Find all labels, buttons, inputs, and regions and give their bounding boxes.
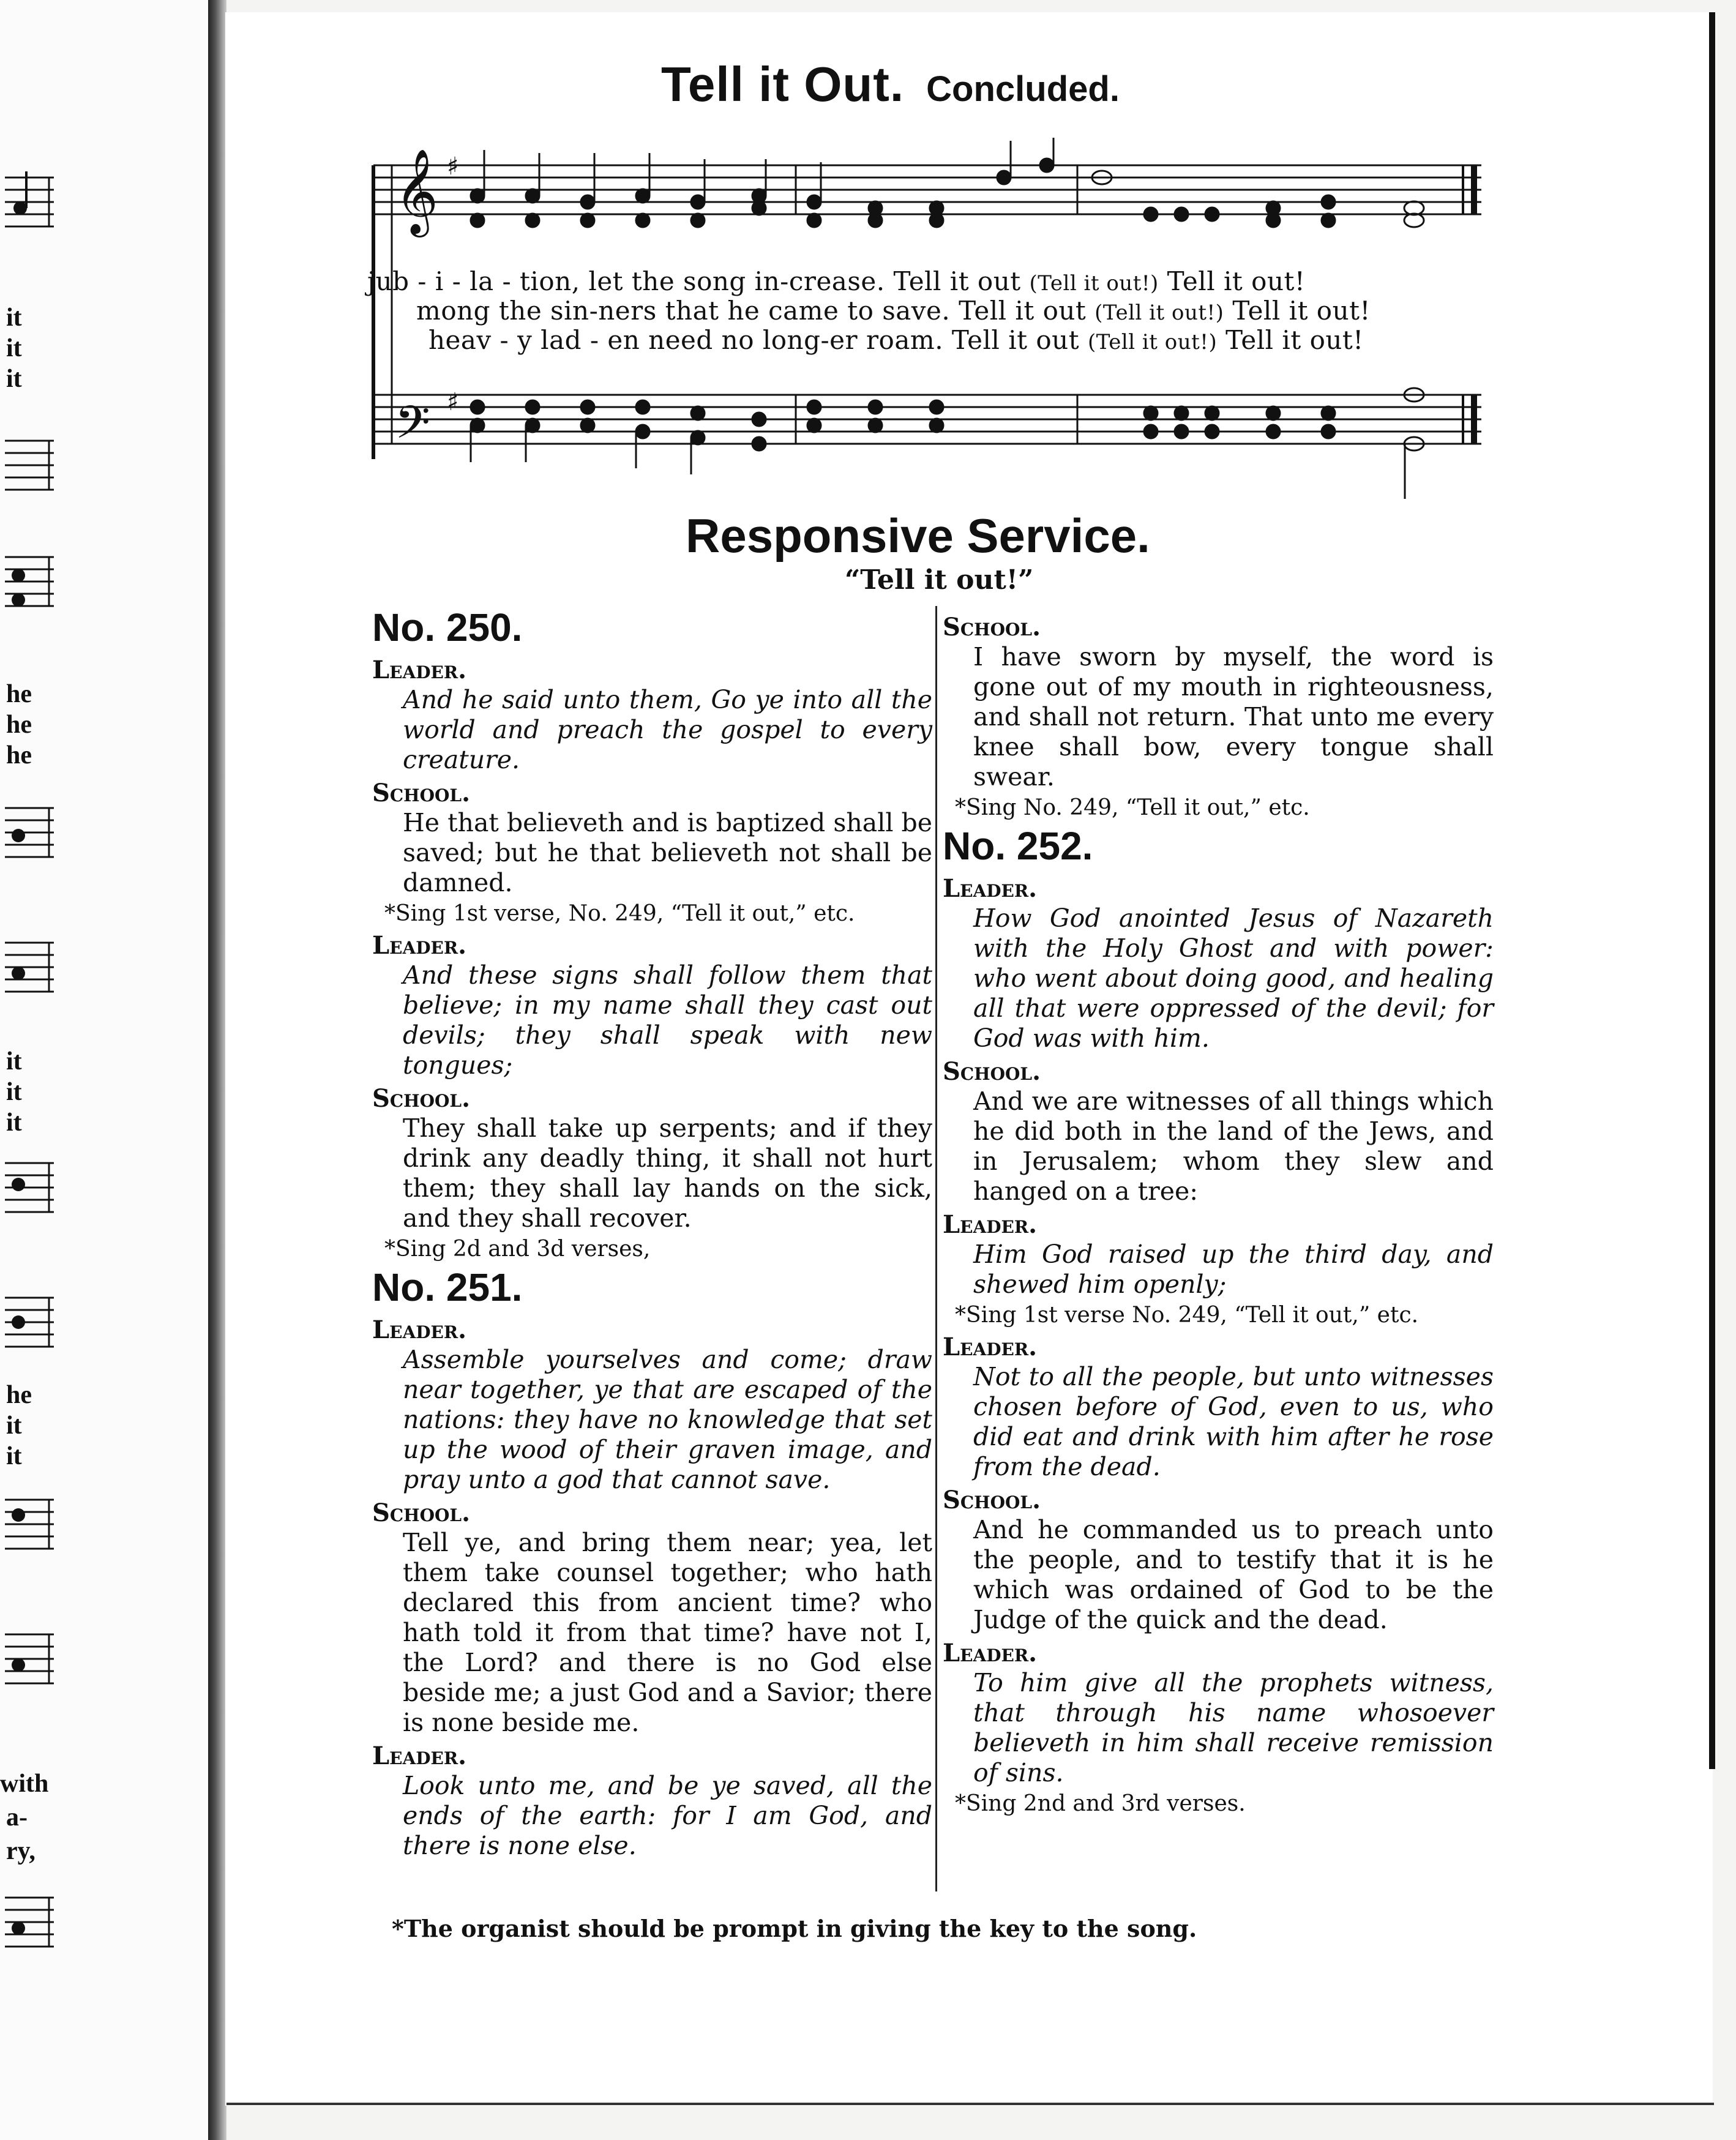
sing-instruction: *Sing 2nd and 3rd verses. — [955, 1791, 1246, 1816]
music-fragment — [5, 1292, 54, 1359]
lyric-echo: (Tell it out!) — [1087, 330, 1218, 354]
role-label: Leader. — [943, 874, 1038, 903]
role-label: Leader. — [372, 1315, 467, 1344]
svg-text:♯: ♯ — [447, 152, 459, 181]
left-fragment: it — [6, 1442, 22, 1470]
service-title: Responsive Service. — [686, 509, 1150, 563]
song-title — [661, 56, 1212, 124]
service-subtitle: “Tell it out!” — [845, 564, 1034, 596]
reading-number: No. 251. — [372, 1265, 523, 1309]
song-title-concluded: Concluded. — [926, 69, 1120, 109]
school-text: I have sworn by myself, the word is gone out of my mouth in righteousness, and shall not return. That unto me every knee shall bow, every tongue shall swear. — [973, 642, 1494, 791]
lyric-text: mong the sin-ners that he came to save. Tell it out — [416, 296, 1087, 326]
lyric-end: Tell it out! — [1167, 266, 1306, 296]
school-text: They shall take up serpents; and if they drink any deadly thing, it shall not hurt them; they shall lay hands on the sick, and they shall recover. — [403, 1113, 932, 1233]
lyric-end: Tell it out! — [1232, 296, 1371, 326]
sing-instruction: *Sing No. 249, “Tell it out,” etc. — [955, 795, 1310, 820]
lyric-line — [428, 325, 1364, 355]
school-text: Tell ye, and bring them near; yea, let them take counsel together; who hath declared this from ancient time? who hath told it from that time? have not I, the Lord? and there is no God else beside me; a just God and a Savior; there is none beside me. — [403, 1528, 932, 1737]
role-label: School. — [372, 1084, 471, 1113]
music-fragment — [5, 937, 54, 1004]
right-column — [943, 609, 1494, 1817]
svg-text:𝄢: 𝄢 — [395, 396, 430, 460]
school-text: And he commanded us to preach unto the people, and to testify that it is he which was ordained of God to be the Judge of the quick and the dead. — [973, 1515, 1494, 1634]
music-fragment — [5, 171, 54, 239]
role-label: School. — [943, 613, 1041, 642]
music-fragment — [5, 802, 54, 869]
left-fragment: it — [6, 1078, 22, 1106]
leader-text: Him God raised up the third day, and shewed him openly; — [973, 1240, 1494, 1299]
page-edge — [1709, 12, 1715, 1769]
music-fragment — [5, 1891, 54, 1959]
role-label: School. — [943, 1057, 1041, 1086]
footnote: *The organist should be prompt in giving the key to the song. — [392, 1915, 1197, 1942]
svg-text:𝄞: 𝄞 — [395, 149, 438, 234]
lyric-line — [367, 266, 1305, 296]
column-divider — [935, 606, 937, 1891]
left-fragment: he — [6, 711, 32, 739]
lyric-text: jub - i - la - tion, let the song in-crease. Tell it out — [367, 266, 1021, 296]
sing-instruction: *Sing 1st verse No. 249, “Tell it out,” etc. — [955, 1303, 1419, 1328]
leader-text: Assemble yourselves and come; draw near together, ye that are escaped of the nations: they have no knowledge that set up the wood of their graven image, and pray unto a god that cannot save. — [403, 1345, 932, 1494]
school-text: And we are witnesses of all things which he did both in the land of the Jews, and in Jerusalem; whom they slew and hanged on a tree: — [973, 1087, 1494, 1206]
sing-instruction: *Sing 1st verse, No. 249, “Tell it out,” etc. — [384, 901, 855, 926]
role-label: Leader. — [943, 1639, 1038, 1667]
sing-instruction: *Sing 2d and 3d verses, — [384, 1236, 651, 1262]
left-fragment: it — [6, 1412, 22, 1440]
lyric-echo: (Tell it out!) — [1029, 271, 1159, 296]
role-label: Leader. — [372, 656, 467, 684]
left-page-edge — [0, 0, 213, 2140]
reading-number: No. 252. — [943, 824, 1093, 868]
left-fragment: it — [6, 1047, 22, 1076]
role-label: Leader. — [943, 1210, 1038, 1239]
music-fragment — [5, 435, 54, 502]
book-spine — [208, 0, 226, 2140]
left-fragment: a- — [6, 1803, 28, 1831]
leader-text: And these signs shall follow them that believe; in my name shall they cast out devils; they shall speak with new tongues; — [403, 960, 932, 1080]
lyric-echo: (Tell it out!) — [1094, 301, 1224, 325]
music-fragment — [5, 551, 54, 618]
role-label: School. — [372, 779, 471, 807]
left-fragment: it — [6, 304, 22, 332]
left-fragment: he — [6, 680, 32, 708]
music-fragment — [5, 1628, 54, 1696]
role-label: Leader. — [943, 1333, 1038, 1361]
lyric-line — [416, 296, 1371, 326]
left-fragment: he — [6, 741, 32, 769]
leader-text: To him give all the prophets witness, that through his name whosoever believeth in him shall receive remission of sins. — [973, 1668, 1494, 1787]
music-fragment — [5, 1494, 54, 1561]
song-title-main: Tell it Out. — [661, 57, 905, 111]
leader-text: And he said unto them, Go ye into all the world and preach the gospel to every creature. — [403, 685, 932, 774]
leader-text: Look unto me, and be ye saved, all the ends of the earth: for I am God, and there is none else. — [403, 1771, 932, 1860]
left-fragment: it — [6, 365, 22, 393]
role-label: Leader. — [372, 1742, 467, 1770]
leader-text: Not to all the people, but unto witnesses chosen before of God, even to us, who did eat and drink with him after he rose from the dead. — [973, 1362, 1494, 1481]
left-fragment: ry, — [6, 1837, 36, 1865]
music-fragment — [5, 1157, 54, 1224]
svg-text:♯: ♯ — [447, 388, 459, 416]
school-text: He that believeth and is baptized shall be saved; but he that believeth not shall be damned. — [403, 808, 932, 897]
role-label: Leader. — [372, 931, 467, 960]
left-fragment: it — [6, 334, 22, 362]
leader-text: How God anointed Jesus of Nazareth with the Holy Ghost and with power: who went about doing good, and healing all that were oppressed of the devil; for God was with him. — [973, 904, 1494, 1053]
left-column — [372, 603, 932, 1861]
left-fragment: he — [6, 1381, 32, 1409]
page-edge — [226, 2103, 1714, 2105]
lyric-end: Tell it out! — [1225, 325, 1364, 355]
role-label: School. — [943, 1486, 1041, 1514]
role-label: School. — [372, 1498, 471, 1527]
lyric-text: heav - y lad - en need no long-er roam. Tell it out — [428, 325, 1080, 355]
reading-number: No. 250. — [372, 605, 523, 649]
left-fragment: with — [0, 1770, 49, 1798]
left-fragment: it — [6, 1109, 22, 1137]
